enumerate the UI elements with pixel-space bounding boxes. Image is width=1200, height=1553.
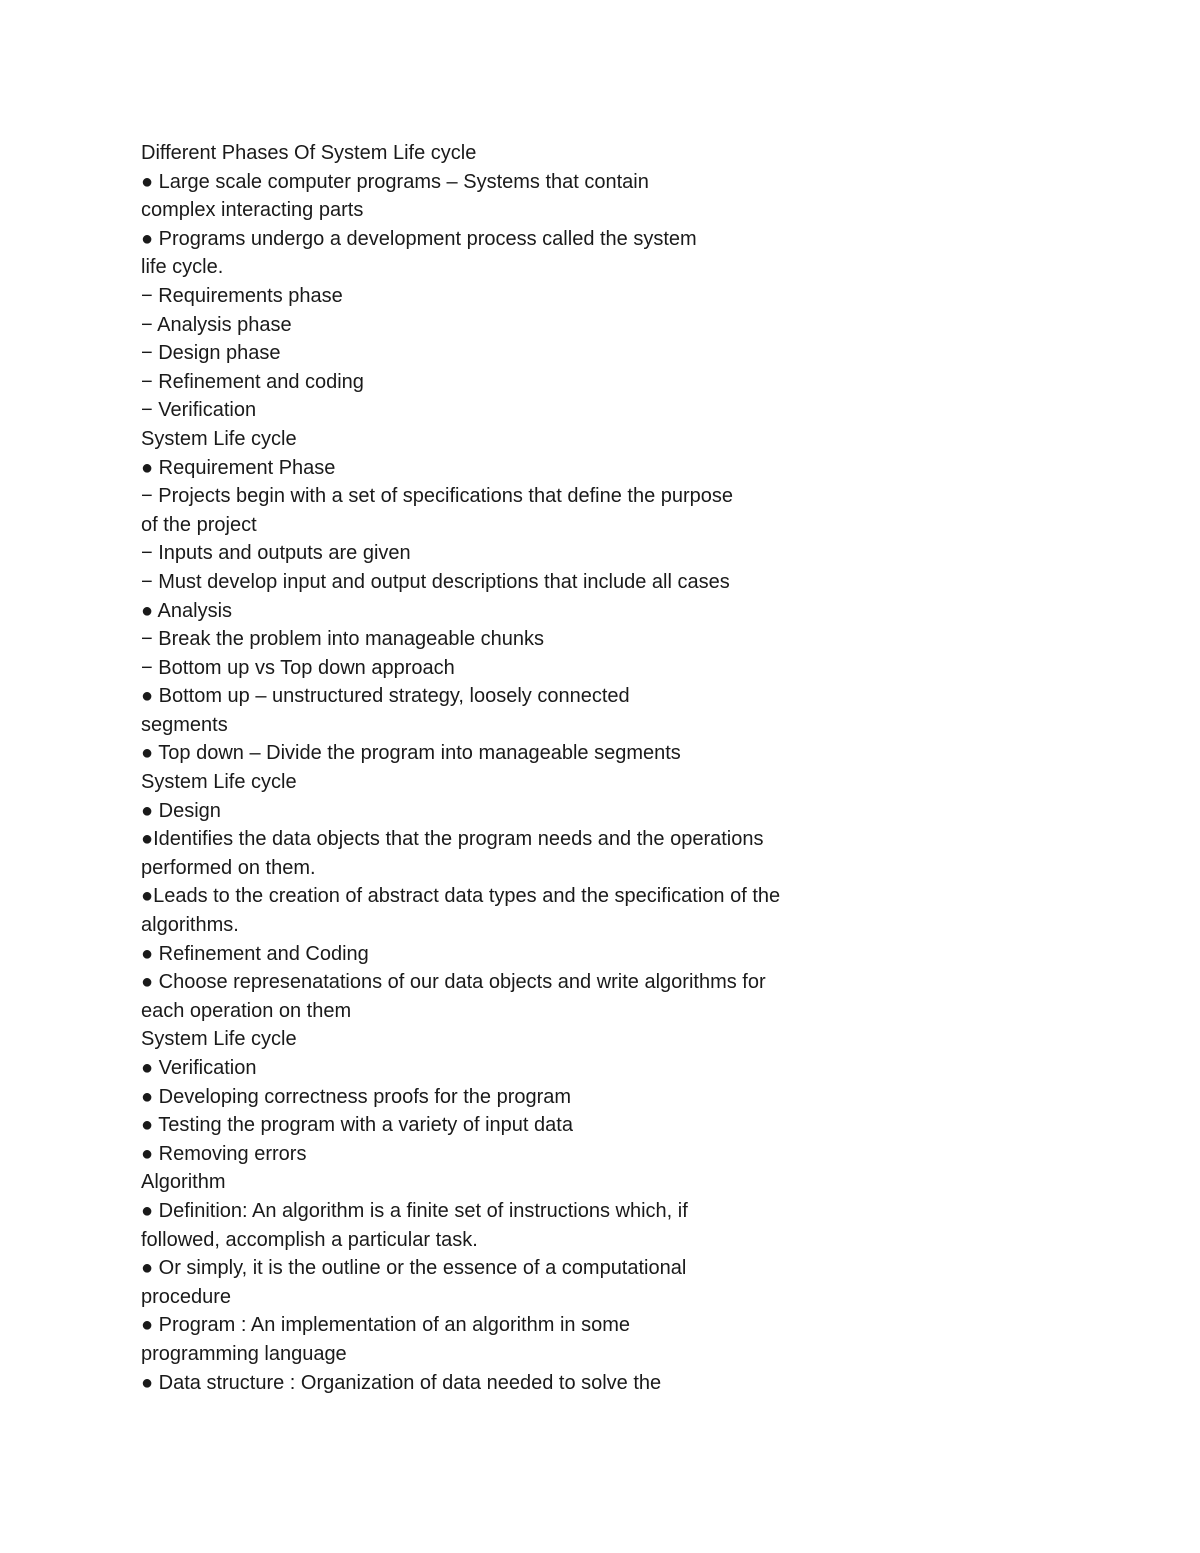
doc-line: performed on them. (141, 856, 316, 879)
doc-line: ● Choose represenatations of our data objects and write algorithms for (141, 971, 766, 994)
doc-section-heading: System Life cycle (141, 427, 297, 450)
doc-line: ● Large scale computer programs – Systems that contain (141, 170, 649, 193)
doc-line: ● Definition: An algorithm is a finite set of instructions which, if (141, 1199, 688, 1222)
doc-line: − Bottom up vs Top down approach (141, 656, 455, 679)
doc-line: algorithms. (141, 914, 239, 937)
doc-line: ●Leads to the creation of abstract data types and the specification of the (141, 885, 781, 908)
doc-line: ●Identifies the data objects that the program needs and the operations (141, 828, 764, 851)
doc-line: ● Program : An implementation of an algorithm in some (141, 1314, 630, 1337)
doc-line: segments (141, 713, 228, 736)
doc-heading: Different Phases Of System Life cycle (141, 142, 477, 164)
doc-line: − Verification (141, 399, 257, 422)
doc-line: ● Analysis (141, 599, 233, 622)
doc-line: − Must develop input and output descriptions that include all cases (141, 570, 730, 593)
doc-line: ● Bottom up – unstructured strategy, loosely connected (141, 685, 630, 708)
doc-line: ● Verification (141, 1057, 257, 1079)
doc-line: procedure (141, 1285, 232, 1308)
doc-line: ● Or simply, it is the outline or the essence of a computational (141, 1257, 687, 1280)
doc-section-heading: Algorithm (141, 1171, 226, 1194)
doc-section-heading: System Life cycle (141, 1028, 297, 1051)
doc-line: life cycle. (141, 256, 224, 279)
doc-line: ● Refinement and Coding (141, 942, 369, 965)
doc-line: followed, accomplish a particular task. (141, 1228, 478, 1251)
doc-line: ● Programs undergo a development process called the system (141, 227, 697, 250)
doc-line: ● Developing correctness proofs for the program (141, 1085, 572, 1108)
doc-section-heading: System Life cycle (141, 771, 297, 794)
doc-line: ● Data structure : Organization of data needed to solve the (141, 1371, 662, 1394)
document-body (141, 139, 1141, 1397)
doc-line: ● Testing the program with a variety of input data (141, 1114, 573, 1137)
doc-line: − Design phase (141, 342, 281, 365)
doc-line: ● Design (141, 799, 221, 822)
doc-line: of the project (141, 513, 257, 536)
doc-line: − Inputs and outputs are given (141, 542, 411, 565)
doc-line: − Break the problem into manageable chunks (141, 628, 545, 651)
doc-line: ● Top down – Divide the program into manageable segments (141, 742, 681, 765)
doc-line: − Refinement and coding (141, 370, 364, 393)
doc-line: complex interacting parts (141, 199, 364, 222)
doc-line: − Requirements phase (141, 284, 343, 307)
doc-line: − Analysis phase (141, 313, 292, 336)
doc-line: ● Requirement Phase (141, 456, 336, 479)
doc-line: − Projects begin with a set of specifications that define the purpose (141, 485, 734, 508)
doc-line: ● Removing errors (141, 1142, 307, 1165)
doc-line: programming language (141, 1342, 347, 1365)
doc-line: each operation on them (141, 999, 352, 1022)
